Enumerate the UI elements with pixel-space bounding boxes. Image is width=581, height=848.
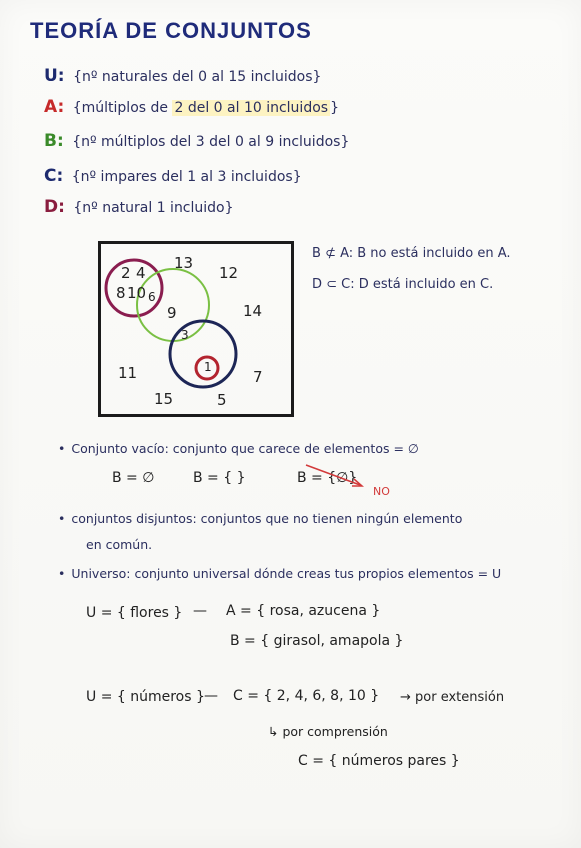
venn-number: 14 <box>243 302 263 320</box>
set-d-text: {nº natural 1 incluido} <box>73 200 234 216</box>
set-b-label: B: <box>44 131 64 151</box>
venn-number: 13 <box>174 254 194 272</box>
set-a-label: A: <box>44 97 65 117</box>
venn-number: 15 <box>154 390 174 408</box>
venn-number: 5 <box>217 391 227 409</box>
venn-number: 10 <box>127 284 147 302</box>
set-c-comprehension: C = { números pares } <box>298 753 460 769</box>
venn-number: 4 <box>136 264 146 282</box>
venn-number: 12 <box>219 264 239 282</box>
empty-set-example-3: B = {∅} <box>297 470 358 486</box>
set-b-definition <box>44 131 349 151</box>
set-c-label: C: <box>44 166 64 186</box>
set-c-text: {nº impares del 1 al 3 incluidos} <box>71 169 302 185</box>
no-mark: NO <box>373 485 390 498</box>
dash-mark: — <box>193 603 207 619</box>
venn-number: 8 <box>116 284 126 302</box>
empty-set-example-2: B = { } <box>193 470 246 486</box>
set-u-definition <box>44 66 321 86</box>
disjoint-definition-continued: en común. <box>86 537 153 552</box>
disjoint-definition: conjuntos disjuntos: conjuntos que no tienen ningún elemento <box>71 511 463 526</box>
set-u-text: {nº naturales del 0 al 15 incluidos} <box>73 69 322 85</box>
bullet-dot: • <box>58 511 66 526</box>
venn-number: 6 <box>148 290 156 304</box>
set-b-text: {nº múltiplos del 3 del 0 al 9 incluidos} <box>72 134 350 150</box>
set-a-definition <box>44 97 339 117</box>
by-comprehension-label: ↳ por comprensión <box>268 724 388 739</box>
venn-number: 1 <box>204 360 212 374</box>
universe-flowers: U = { flores } <box>86 605 183 621</box>
set-c-definition <box>44 166 302 186</box>
venn-number: 7 <box>253 368 263 386</box>
universe-definition: Universo: conjunto universal dónde creas tus propios elementos = U <box>71 566 502 581</box>
venn-number: 2 <box>121 264 131 282</box>
set-u-label: U: <box>44 66 65 86</box>
bullet-disjoint-sets <box>58 511 462 526</box>
set-a-highlight: 2 del 0 al 10 incluidos <box>174 100 329 116</box>
venn-number: 3 <box>181 328 189 342</box>
set-a-text-after: } <box>330 100 339 116</box>
note-b-not-subset-a: B ⊄ A: B no está incluido en A. <box>312 246 511 261</box>
universe-numbers: U = { números } <box>86 689 205 705</box>
venn-number: 11 <box>118 364 138 382</box>
set-c-extension: C = { 2, 4, 6, 8, 10 } <box>233 688 380 704</box>
set-a-flowers: A = { rosa, azucena } <box>226 603 381 619</box>
venn-diagram <box>98 241 294 417</box>
dash-mark: — <box>204 688 218 704</box>
note-d-subset-c: D ⊂ C: D está incluido en C. <box>312 277 494 292</box>
empty-set-example-1: B = ∅ <box>112 470 155 486</box>
venn-number: 9 <box>167 304 177 322</box>
set-d-label: D: <box>44 197 65 217</box>
strike-arrow-icon <box>300 461 370 489</box>
bullet-dot: • <box>58 566 66 581</box>
bullet-empty-set <box>58 441 419 456</box>
set-b-flowers: B = { girasol, amapola } <box>230 633 404 649</box>
empty-set-definition: Conjunto vacío: conjunto que carece de elementos = ∅ <box>71 441 419 456</box>
by-extension-label: → por extensión <box>400 690 505 705</box>
set-a-text-before: {múltiplos de <box>72 100 169 116</box>
set-d-definition <box>44 197 234 217</box>
bullet-dot: • <box>58 441 66 456</box>
page-title: TEORÍA DE CONJUNTOS <box>30 18 312 43</box>
bullet-universe <box>58 566 501 581</box>
